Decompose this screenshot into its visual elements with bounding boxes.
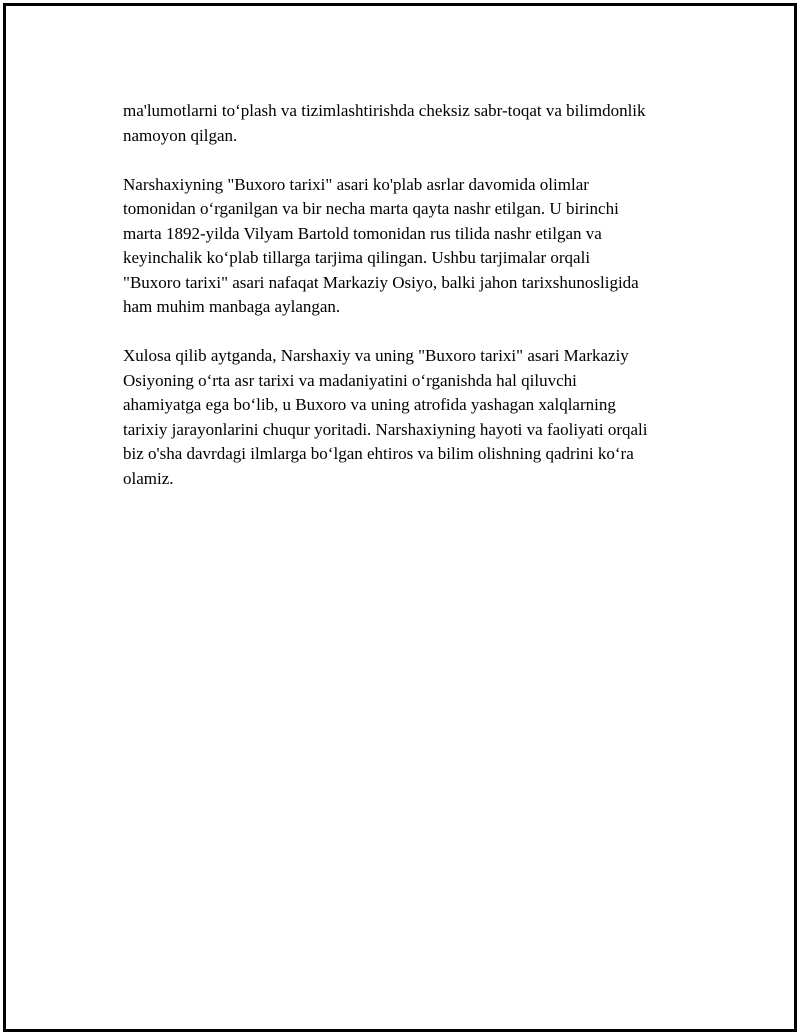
paragraph-1: ma'lumotlarni to‘plash va tizimlashtirishda cheksiz sabr-toqat va bilimdonlik namoyon qilgan.: [123, 101, 646, 145]
paragraph-3: Xulosa qilib aytganda, Narshaxiy va uning "Buxoro tarixi" asari Markaziy Osiyoning o‘rta asr tarixi va madaniyatini o‘rganishda hal qiluvchi ahamiyatga ega bo‘lib, u Buxoro va uning atrofida yashagan xalqlarning tarixiy jarayonlarini chuqur yoritadi. Narshaxiyning hayoti va faoliyati orqali biz o'sha davrdagi ilmlarga bo‘lgan ehtiros va bilim olishning qadrini ko‘ra olamiz.: [123, 346, 648, 488]
paragraph-2: Narshaxiyning "Buxoro tarixi" asari ko'plab asrlar davomida olimlar tomonidan o‘rganilgan va bir necha marta qayta nashr etilgan. U birinchi marta 1892-yilda Vilyam Bartold tomonidan rus tilida nashr etilgan va keyinchalik ko‘plab tillarga tarjima qilingan. Ushbu tarjimalar orqali "Buxoro tarixi" asari nafaqat Markaziy Osiyo, balki jahon tarixshunosligida ham muhim manbaga aylangan.: [123, 174, 639, 316]
document-body: [123, 99, 703, 516]
page: [3, 3, 797, 1032]
